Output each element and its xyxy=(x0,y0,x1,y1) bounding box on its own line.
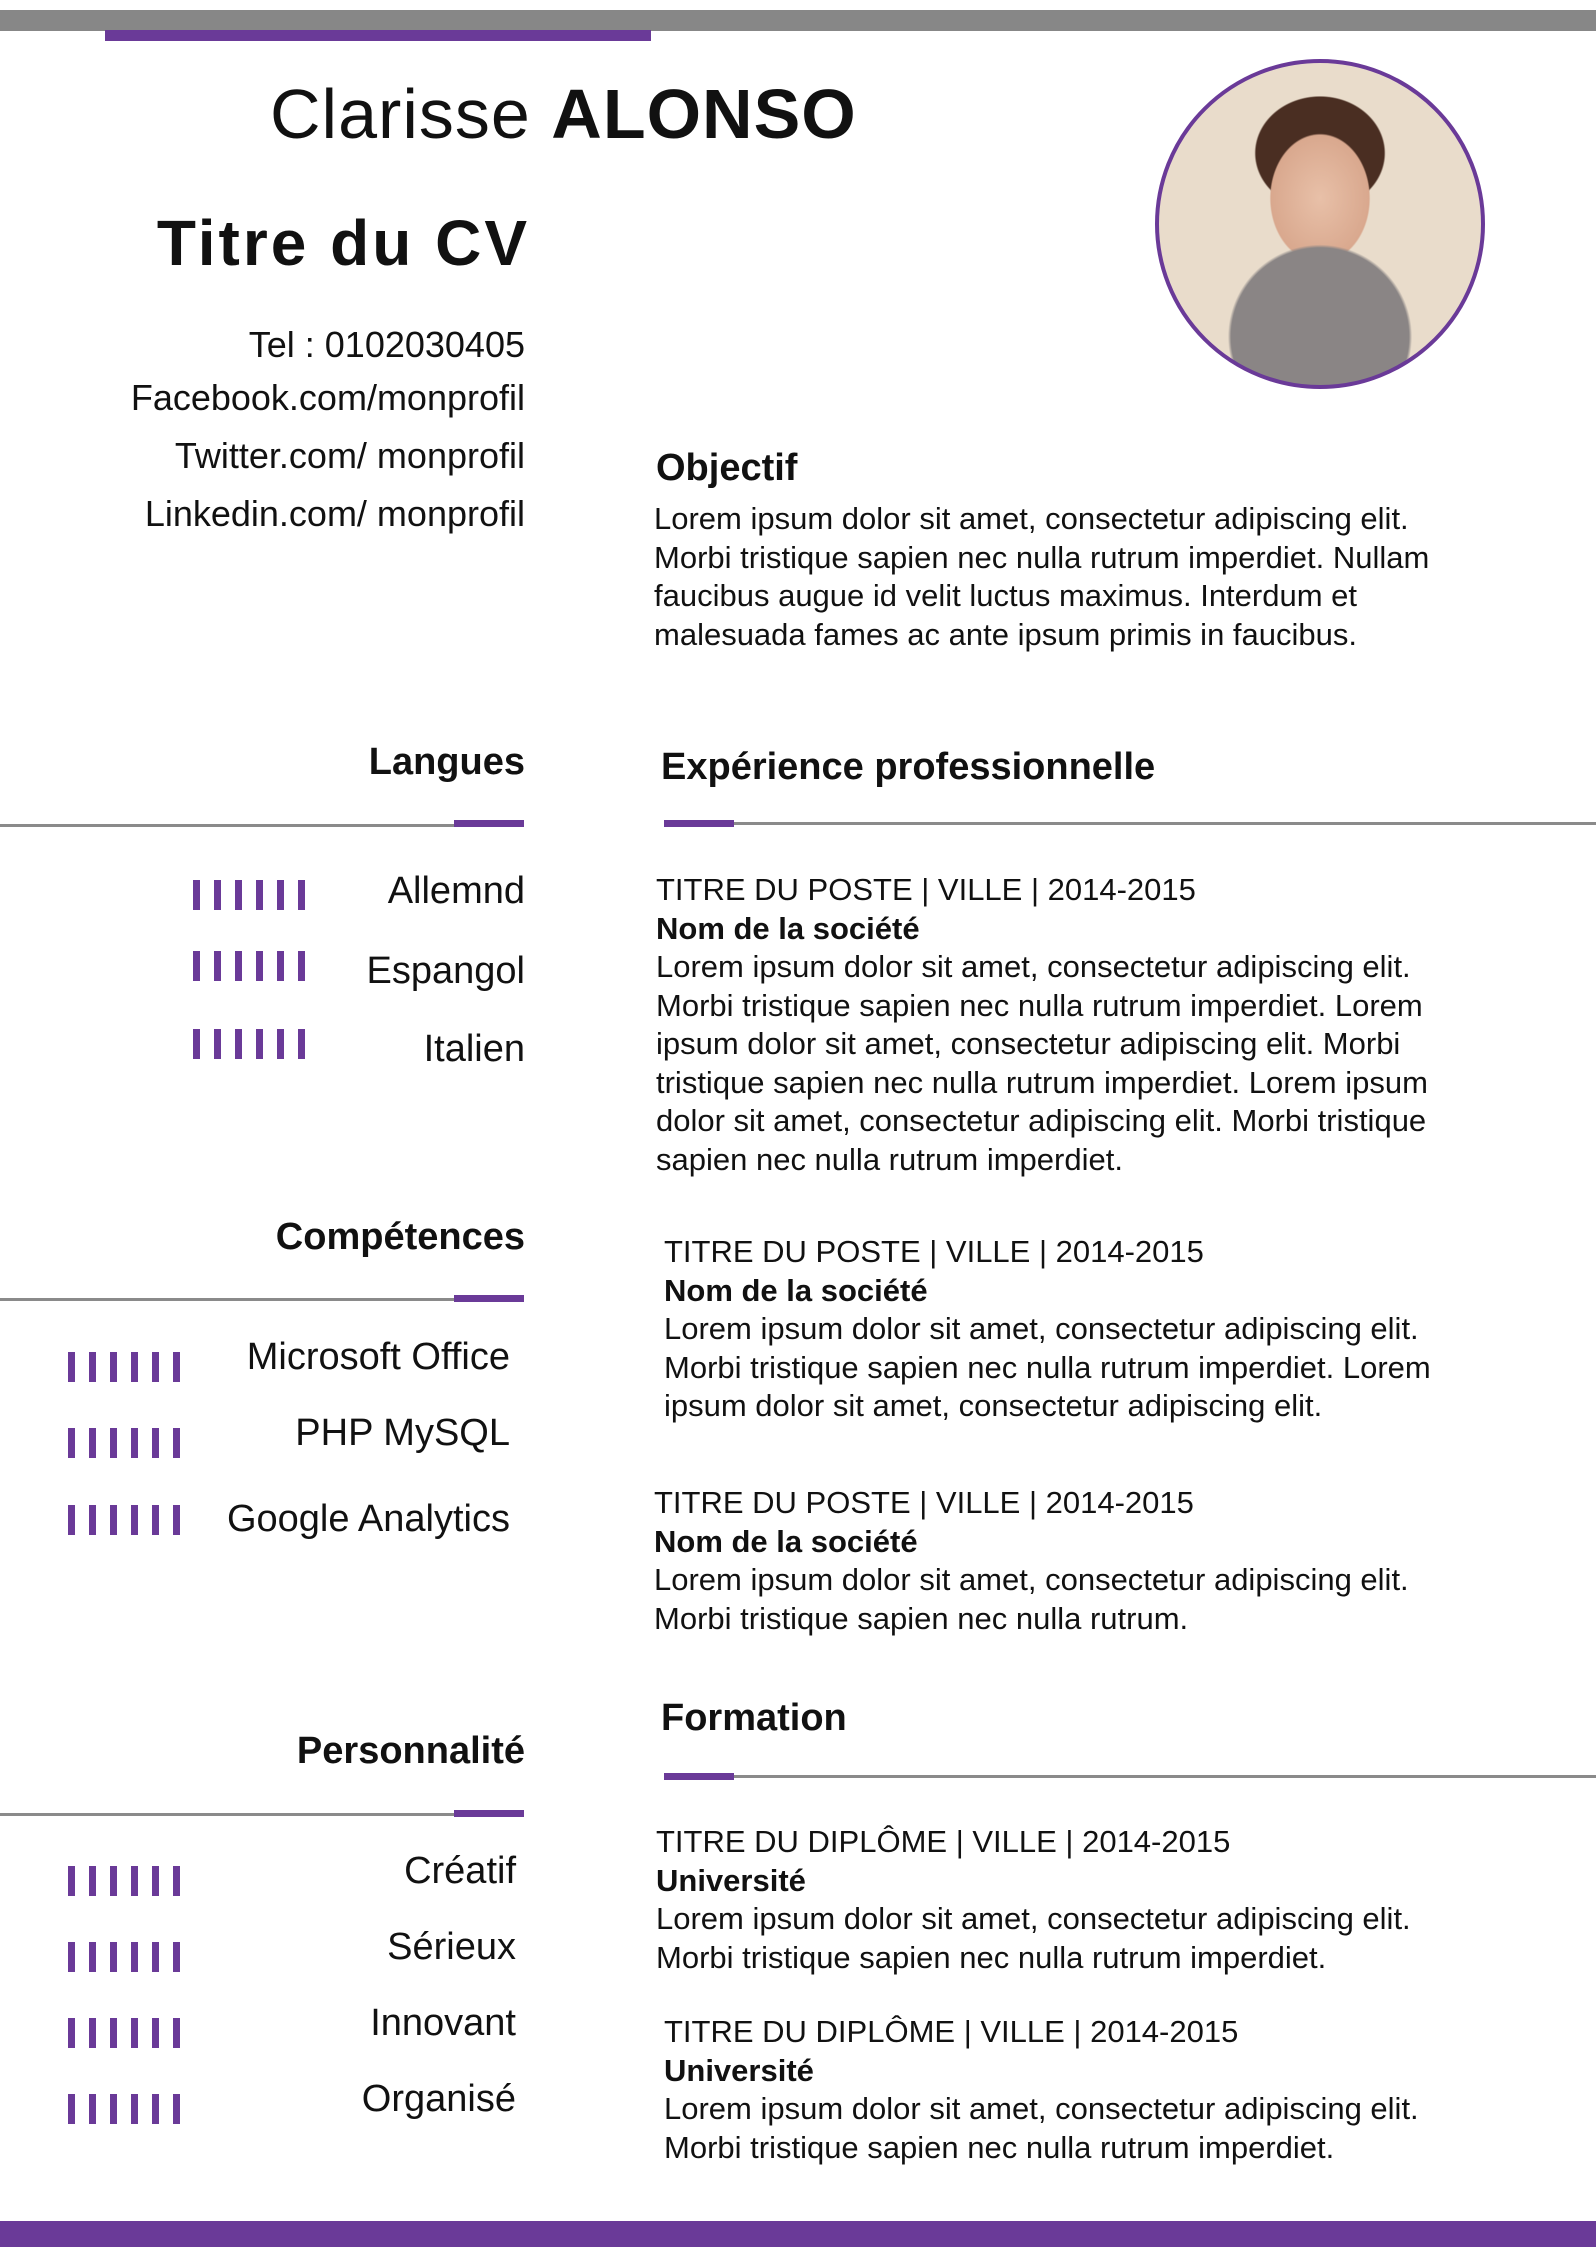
company-name: Nom de la société xyxy=(656,910,920,946)
language-item: Italien xyxy=(423,1028,525,1070)
degree-description-line: Morbi tristique sapien nec nulla rutrum imperdiet. xyxy=(664,2129,1335,2165)
skill-level-bars xyxy=(68,1505,194,1535)
experience-divider xyxy=(664,822,1596,825)
school-name: Université xyxy=(664,2052,814,2088)
objective-line: Morbi tristique sapien nec nulla rutrum imperdiet. Nullam xyxy=(654,539,1430,575)
education-accent xyxy=(664,1773,734,1780)
languages-divider xyxy=(0,824,524,827)
company-name: Nom de la société xyxy=(664,1272,928,1308)
skills-accent xyxy=(454,1295,524,1302)
personality-item: Innovant xyxy=(370,2002,516,2044)
objective-text xyxy=(654,500,1429,654)
job-description-line: Morbi tristique sapien nec nulla rutrum. xyxy=(654,1600,1189,1636)
profile-photo xyxy=(1155,59,1485,389)
personality-accent xyxy=(454,1810,524,1817)
language-item: Allemnd xyxy=(387,870,525,912)
language-item: Espangol xyxy=(366,950,525,992)
job-description-line: dolor sit amet, consectetur adipiscing elit. Morbi tristique xyxy=(656,1103,1427,1138)
job-description-line: sapien nec nulla rutrum imperdiet. xyxy=(656,1141,1123,1177)
education-divider xyxy=(664,1775,1596,1778)
top-accent-bar xyxy=(105,30,651,41)
degree-entry xyxy=(656,1823,1411,1977)
personality-level-bars xyxy=(68,2018,194,2048)
cv-title: Titre du CV xyxy=(156,207,530,279)
skills-heading: Compétences xyxy=(275,1216,525,1258)
job-description-line: Lorem ipsum dolor sit amet, consectetur adipiscing elit. xyxy=(664,1311,1419,1346)
degree-description-line: Lorem ipsum dolor sit amet, consectetur adipiscing elit. xyxy=(656,1901,1411,1936)
degree-description-line: Morbi tristique sapien nec nulla rutrum imperdiet. xyxy=(656,1939,1327,1975)
objective-line: malesuada fames ac ante ipsum primis in faucibus. xyxy=(654,616,1357,652)
top-gray-bar xyxy=(0,10,1596,31)
personality-item: Créatif xyxy=(404,1850,516,1892)
language-level-bars xyxy=(193,951,319,981)
degree-entry xyxy=(664,2013,1419,2167)
experience-accent xyxy=(664,820,734,827)
education-heading: Formation xyxy=(661,1697,847,1739)
skill-level-bars xyxy=(68,1428,194,1458)
job-title: TITRE DU POSTE | VILLE | 2014-2015 xyxy=(664,1234,1204,1269)
degree-title: TITRE DU DIPLÔME | VILLE | 2014-2015 xyxy=(664,2014,1239,2049)
company-name: Nom de la société xyxy=(654,1523,918,1559)
personality-level-bars xyxy=(68,1866,194,1896)
job-description-line: ipsum dolor sit amet, consectetur adipiscing elit. xyxy=(664,1388,1323,1423)
personality-item: Organisé xyxy=(361,2078,516,2120)
skill-item: Google Analytics xyxy=(226,1498,510,1540)
objective-heading: Objectif xyxy=(656,447,798,489)
objective-line: Lorem ipsum dolor sit amet, consectetur adipiscing elit. xyxy=(654,501,1409,536)
personality-level-bars xyxy=(68,1942,194,1972)
contact-twitter[interactable]: Twitter.com/ monprofil xyxy=(174,435,525,476)
job-description-line: Morbi tristique sapien nec nulla rutrum imperdiet. Lorem xyxy=(656,987,1423,1023)
skill-item: PHP MySQL xyxy=(295,1412,510,1454)
personality-item: Sérieux xyxy=(387,1926,516,1968)
job-entry xyxy=(664,1233,1431,1426)
bottom-accent-bar xyxy=(0,2221,1596,2247)
job-title: TITRE DU POSTE | VILLE | 2014-2015 xyxy=(656,872,1196,907)
job-description-line: Lorem ipsum dolor sit amet, consectetur adipiscing elit. xyxy=(656,949,1411,984)
job-entry xyxy=(656,871,1428,1179)
contact-facebook[interactable]: Facebook.com/monprofil xyxy=(130,377,525,418)
skill-level-bars xyxy=(68,1352,194,1382)
personality-level-bars xyxy=(68,2094,194,2124)
job-description-line: Morbi tristique sapien nec nulla rutrum imperdiet. Lorem xyxy=(664,1349,1431,1385)
last-name: ALONSO xyxy=(551,75,857,153)
languages-accent xyxy=(454,820,524,827)
full-name xyxy=(270,74,857,154)
first-name: Clarisse xyxy=(270,75,531,153)
job-description-line: ipsum dolor sit amet, consectetur adipiscing elit. Morbi xyxy=(656,1026,1401,1061)
language-level-bars xyxy=(193,1029,319,1059)
job-entry xyxy=(654,1484,1409,1638)
languages-heading: Langues xyxy=(368,741,525,783)
objective-line: faucibus augue id velit luctus maximus. Interdum et xyxy=(654,578,1358,613)
school-name: Université xyxy=(656,1862,806,1898)
degree-title: TITRE DU DIPLÔME | VILLE | 2014-2015 xyxy=(656,1824,1231,1859)
job-description-line: Lorem ipsum dolor sit amet, consectetur adipiscing elit. xyxy=(654,1562,1409,1597)
contact-phone: Tel : 0102030405 xyxy=(248,324,525,365)
skills-divider xyxy=(0,1298,524,1301)
degree-description-line: Lorem ipsum dolor sit amet, consectetur adipiscing elit. xyxy=(664,2091,1419,2126)
experience-heading: Expérience professionnelle xyxy=(661,746,1156,788)
job-description-line: tristique sapien nec nulla rutrum imperdiet. Lorem ipsum xyxy=(656,1064,1428,1100)
personality-heading: Personnalité xyxy=(296,1730,525,1772)
skill-item: Microsoft Office xyxy=(246,1336,510,1378)
language-level-bars xyxy=(193,880,319,910)
job-title: TITRE DU POSTE | VILLE | 2014-2015 xyxy=(654,1485,1194,1520)
personality-divider xyxy=(0,1813,524,1816)
contact-linkedin[interactable]: Linkedin.com/ monprofil xyxy=(144,493,525,534)
